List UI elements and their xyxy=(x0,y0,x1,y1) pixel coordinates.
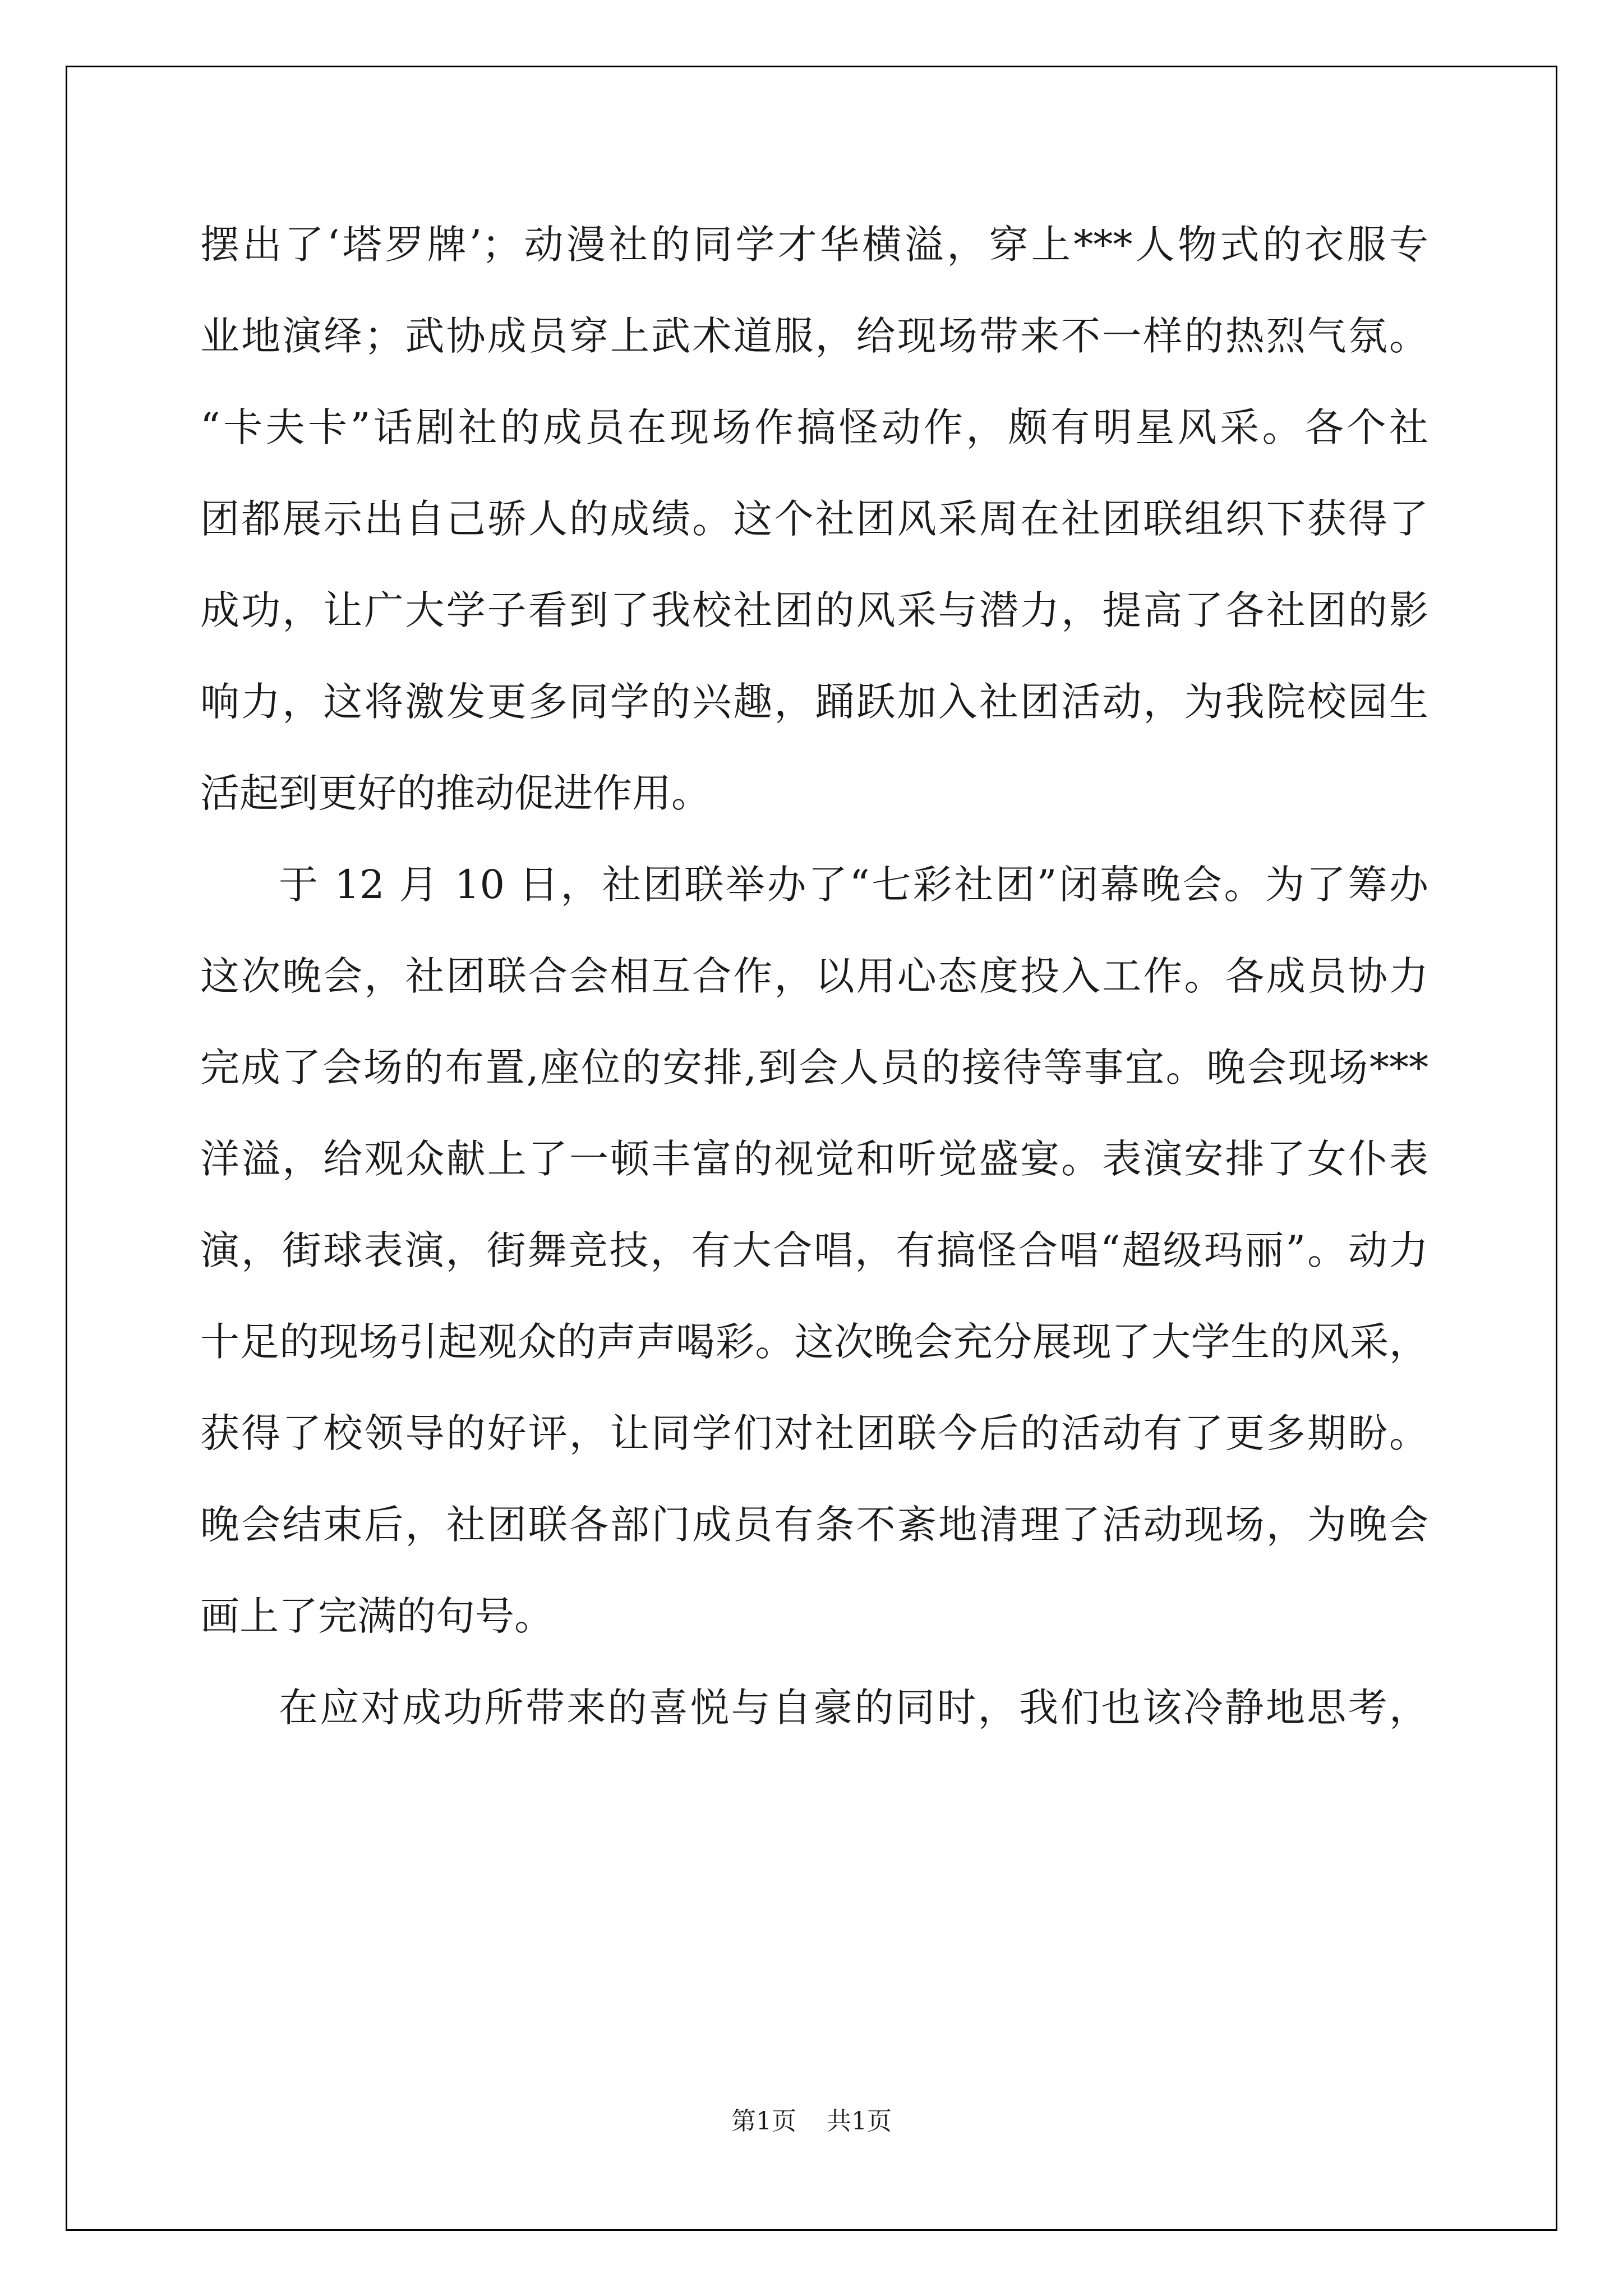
paragraph-first-line: 于 12 月 10 日，社团联举办了“七彩社团”闭幕晚会。为了筹办 xyxy=(279,862,1428,908)
text-line: 画上了完满的句号。 xyxy=(200,1593,554,1639)
text-line: 活起到更好的推动促进作用。 xyxy=(200,770,711,816)
page-footer xyxy=(0,2101,1623,2137)
page-number: 第1页 xyxy=(731,2107,796,2136)
text-line: 获得了校领导的好评，让同学们对社团联今后的活动有了更多期盼。 xyxy=(200,1410,1428,1456)
text-line: 完成了会场的布置,座位的安排,到会人员的接待等事宜。晚会现场*** xyxy=(200,1045,1428,1091)
text-line: 业地演绎；武协成员穿上武术道服，给现场带来不一样的热烈气氛。 xyxy=(200,313,1428,359)
text-line: 这次晚会，社团联合会相互合作，以用心态度投入工作。各成员协力 xyxy=(200,953,1428,999)
text-line: 摆出了‘塔罗牌’；动漫社的同学才华横溢，穿上***人物式的衣服专 xyxy=(200,222,1428,268)
text-line: 演，街球表演，街舞竞技，有大合唱，有搞怪合唱“超级玛丽”。动力 xyxy=(200,1227,1428,1273)
text-line: 十足的现场引起观众的声声喝彩。这次晚会充分展现了大学生的风采， xyxy=(200,1319,1428,1365)
paragraph-first-line: 在应对成功所带来的喜悦与自豪的同时，我们也该冷静地思考， xyxy=(279,1685,1428,1731)
text-line: 成功，让广大学子看到了我校社团的风采与潜力，提高了各社团的影 xyxy=(200,587,1428,633)
text-line: 团都展示出自己骄人的成绩。这个社团风采周在社团联组织下获得了 xyxy=(200,496,1428,542)
document-body xyxy=(200,199,1428,1754)
page-total: 共1页 xyxy=(827,2107,892,2136)
text-line: 响力，这将激发更多同学的兴趣，踊跃加入社团活动，为我院校园生 xyxy=(200,679,1428,725)
text-line: 洋溢，给观众献上了一顿丰富的视觉和听觉盛宴。表演安排了女仆表 xyxy=(200,1136,1428,1182)
text-line: “卡夫卡”话剧社的成员在现场作搞怪动作，颇有明星风采。各个社 xyxy=(200,404,1428,450)
text-line: 晚会结束后，社团联各部门成员有条不紊地清理了活动现场，为晚会 xyxy=(200,1502,1428,1548)
